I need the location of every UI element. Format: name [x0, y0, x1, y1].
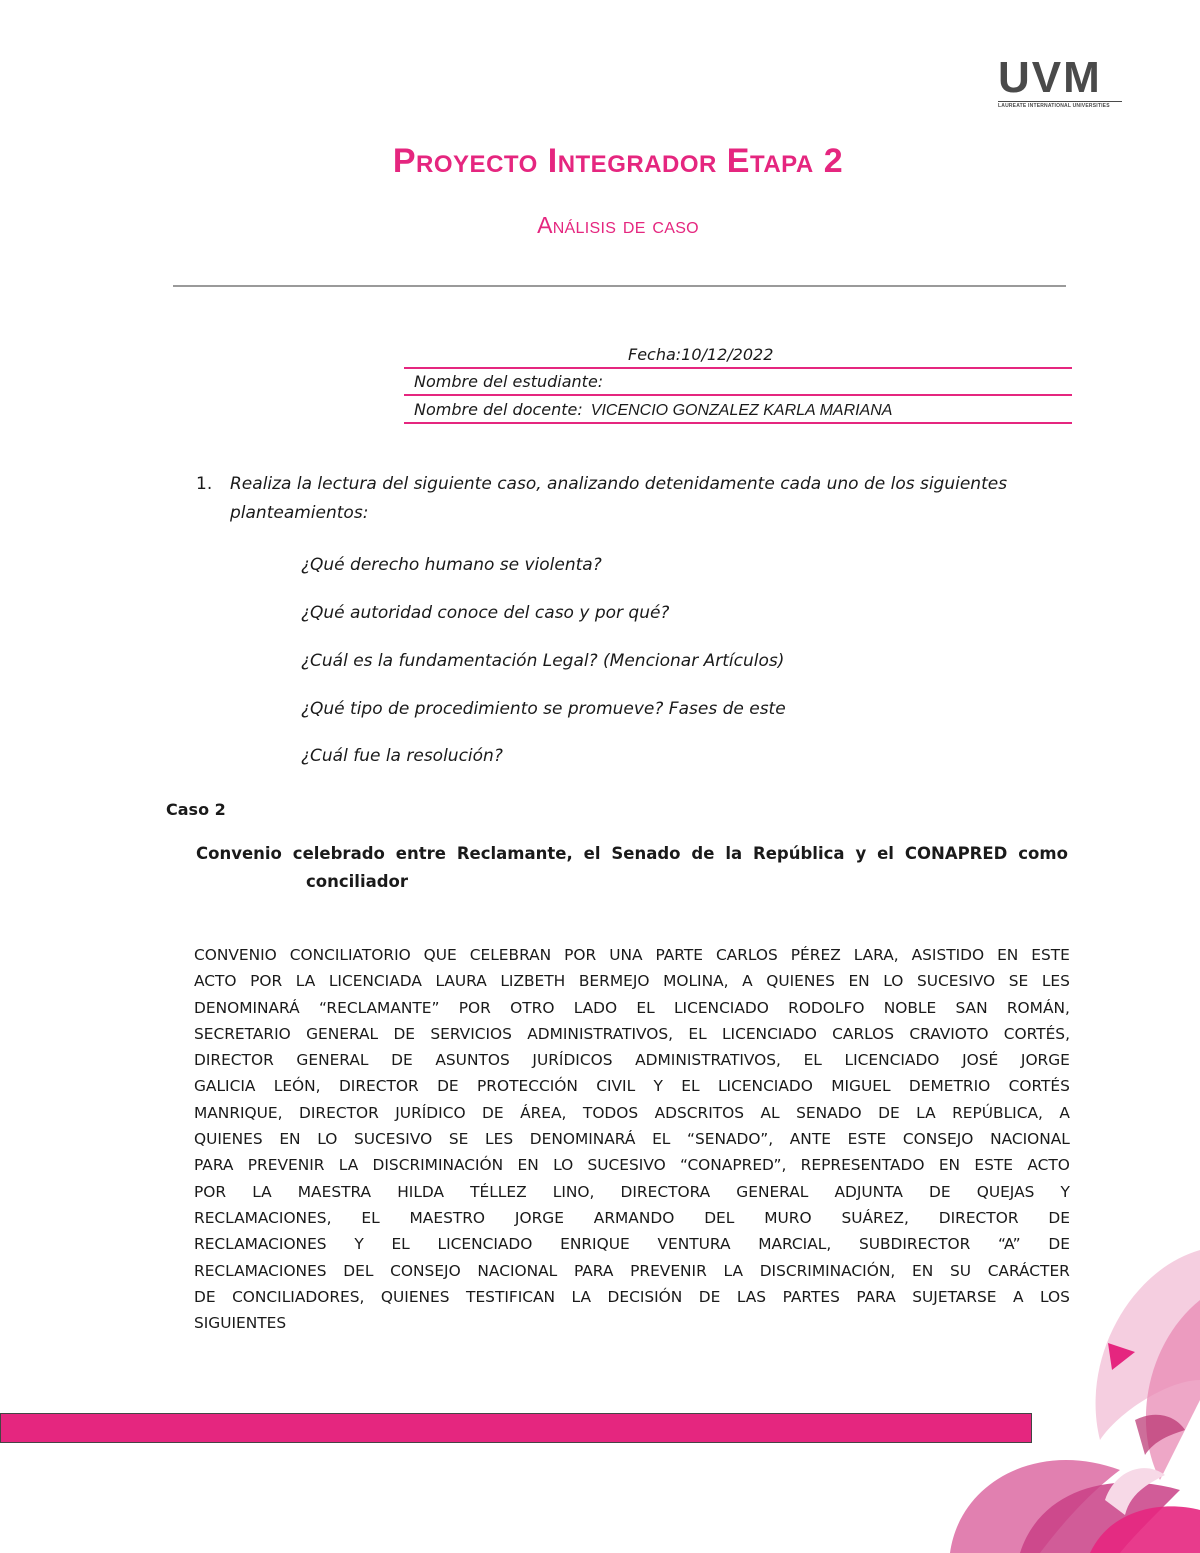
- convenio-word: EL: [391, 1235, 410, 1254]
- convenio-line: [194, 1100, 1070, 1126]
- convenio-word: PÉREZ: [790, 946, 841, 964]
- convenio-word: EL: [681, 1077, 700, 1096]
- heading-word: celebrado: [292, 844, 385, 863]
- convenio-word: QUE: [423, 946, 457, 964]
- convenio-word: EN: [517, 1156, 539, 1175]
- heading-word: de: [691, 844, 715, 863]
- convenio-word: ASISTIDO: [911, 946, 985, 964]
- fecha-text: Fecha:10/12/2022: [628, 345, 774, 364]
- convenio-word: ROMÁN,: [1006, 998, 1070, 1017]
- convenio-word: TÉLLEZ: [470, 1182, 527, 1201]
- convenio-word: MIGUEL: [831, 1077, 891, 1096]
- instruction-item: [196, 470, 1056, 528]
- convenio-word: CONSEJO: [902, 1130, 974, 1149]
- convenio-word: SIGUIENTES: [194, 1314, 287, 1333]
- convenio-word: ARMANDO: [593, 1208, 675, 1227]
- convenio-word: CONCILIADORES,: [232, 1287, 365, 1306]
- convenio-word: RECLAMACIONES: [194, 1235, 327, 1254]
- heading-word: República: [753, 844, 845, 863]
- docente-value: VICENCIO GONZALEZ KARLA MARIANA: [590, 402, 893, 419]
- convenio-word: ESTE: [1031, 946, 1070, 964]
- convenio-word: LA: [916, 1103, 936, 1122]
- convenio-word: CONVENIO: [194, 946, 277, 964]
- convenio-word: SE: [1008, 972, 1029, 991]
- docente-field: [404, 398, 1072, 424]
- page-title: Proyecto Integrador Etapa 2: [392, 142, 844, 180]
- footer-bar: [0, 1413, 1032, 1443]
- convenio-word: GALICIA: [194, 1077, 256, 1096]
- convenio-word: LARA,: [853, 946, 899, 964]
- convenio-word: RECLAMACIONES,: [194, 1208, 332, 1227]
- convenio-word: CONCILIATORIO: [289, 946, 411, 964]
- convenio-word: LO: [553, 1156, 574, 1175]
- convenio-word: DENOMINARÁ: [194, 998, 300, 1017]
- estudiante-label: Nombre del estudiante:: [414, 372, 604, 391]
- convenio-word: “CONAPRED”,: [680, 1156, 787, 1175]
- convenio-word: DE: [482, 1103, 504, 1122]
- question-1: ¿Qué derecho humano se violenta?: [301, 555, 602, 575]
- convenio-word: LICENCIADO: [437, 1235, 533, 1254]
- convenio-word: LA: [338, 1156, 359, 1175]
- convenio-word: DENOMINARÁ: [529, 1130, 636, 1149]
- convenio-word: ÁREA,: [520, 1103, 567, 1122]
- convenio-word: “SENADO”,: [687, 1130, 774, 1149]
- convenio-word: LA: [295, 972, 316, 991]
- convenio-word: SUÁREZ,: [841, 1208, 909, 1227]
- convenio-word: LICENCIADO: [717, 1077, 813, 1096]
- convenio-word: MAESTRA: [297, 1182, 372, 1201]
- convenio-word: DISCRIMINACIÓN: [372, 1156, 504, 1175]
- convenio-word: ENRIQUE: [560, 1235, 630, 1254]
- convenio-word: “A”: [998, 1235, 1021, 1254]
- docente-label: Nombre del docente:: [414, 400, 583, 419]
- heading-word: entre: [395, 844, 446, 863]
- convenio-word: ANTE: [789, 1130, 831, 1149]
- convenio-word: CORTÉS: [1008, 1077, 1070, 1096]
- convenio-word: DE: [1048, 1208, 1070, 1227]
- convenio-word: DE: [391, 1051, 413, 1070]
- convenio-word: PARA: [573, 1261, 614, 1280]
- convenio-word: TODOS: [582, 1103, 639, 1122]
- heading-word: Reclamante,: [456, 844, 573, 863]
- convenio-word: LO: [317, 1130, 338, 1149]
- convenio-word: EL: [652, 1130, 671, 1149]
- convenio-word: SUCESIVO: [587, 1156, 666, 1175]
- convenio-word: REPRESENTADO: [800, 1156, 925, 1175]
- question-3: ¿Cuál es la fundamentación Legal? (Mencionar Artículos): [301, 651, 785, 671]
- convenio-word: EN: [938, 1156, 961, 1175]
- convenio-word: LICENCIADO: [673, 998, 769, 1017]
- convenio-word: CARLOS: [832, 1024, 895, 1043]
- convenio-word: EN: [911, 1261, 934, 1280]
- convenio-word: DE: [929, 1182, 951, 1201]
- convenio-word: LIZBETH: [500, 972, 566, 991]
- convenio-word: SUJETARSE: [912, 1287, 997, 1306]
- caso-label: Caso 2: [166, 800, 226, 819]
- convenio-word: SAN: [955, 998, 988, 1017]
- convenio-word: CELEBRAN: [469, 946, 552, 964]
- convenio-word: NOBLE: [883, 998, 937, 1017]
- convenio-line: [194, 1126, 1070, 1152]
- convenio-word: ACTO: [194, 972, 237, 991]
- convenio-word: DE: [393, 1024, 416, 1043]
- convenio-word: QUIENES: [194, 1130, 263, 1149]
- convenio-word: QUIENES: [766, 972, 835, 991]
- caso-heading-line2: conciliador: [306, 872, 409, 891]
- convenio-word: DE: [698, 1287, 721, 1306]
- convenio-word: JORGE: [1020, 1051, 1070, 1070]
- convenio-word: POR: [250, 972, 283, 991]
- logo-tagline: LAUREATE INTERNATIONAL UNIVERSITIES: [998, 101, 1122, 109]
- logo-wordmark: UVM: [998, 53, 1102, 102]
- convenio-line: [194, 1152, 1070, 1178]
- convenio-word: ADMINISTRATIVOS,: [527, 1024, 674, 1043]
- convenio-word: A: [742, 972, 753, 991]
- convenio-word: Y: [1060, 1182, 1070, 1201]
- heading-word: el: [877, 844, 894, 863]
- convenio-word: SE: [448, 1130, 469, 1149]
- convenio-word: DEL: [704, 1208, 735, 1227]
- question-4: ¿Qué tipo de procedimiento se promueve? Fases de este: [301, 699, 786, 719]
- convenio-word: MARCIAL,: [758, 1235, 832, 1254]
- convenio-word: LO: [883, 972, 904, 991]
- heading-word: como: [1018, 844, 1068, 863]
- convenio-word: EN: [279, 1130, 301, 1149]
- convenio-word: ASUNTOS: [435, 1051, 510, 1070]
- convenio-word: CARÁCTER: [987, 1261, 1070, 1280]
- convenio-word: A: [1012, 1287, 1024, 1306]
- instruction-text: Realiza la lectura del siguiente caso, analizando detenidamente cada uno de los siguientes planteamientos:: [230, 474, 1008, 523]
- convenio-word: DECISIÓN: [607, 1287, 683, 1306]
- convenio-word: ADMINISTRATIVOS,: [635, 1051, 781, 1070]
- convenio-word: DIRECTOR: [938, 1208, 1019, 1227]
- convenio-word: DIRECTOR: [338, 1077, 419, 1096]
- caso-heading: [196, 840, 1068, 896]
- convenio-word: ADSCRITOS: [654, 1103, 745, 1122]
- convenio-word: GENERAL: [296, 1051, 369, 1070]
- convenio-word: ESTE: [974, 1156, 1013, 1175]
- convenio-word: LINO,: [552, 1182, 595, 1201]
- convenio-word: PARTE: [655, 946, 703, 964]
- convenio-word: HILDA: [397, 1182, 444, 1201]
- convenio-word: POR: [458, 998, 491, 1017]
- heading-word: el: [583, 844, 601, 863]
- convenio-word: CRAVIOTO: [909, 1024, 989, 1043]
- convenio-word: DIRECTOR: [299, 1103, 379, 1122]
- fecha-field: [404, 343, 1072, 369]
- convenio-word: DEL: [343, 1261, 374, 1280]
- convenio-word: ESTE: [847, 1130, 887, 1149]
- convenio-word: LICENCIADO: [844, 1051, 940, 1070]
- convenio-word: EN: [848, 972, 870, 991]
- convenio-word: EL: [688, 1024, 707, 1043]
- convenio-word: MAESTRO: [409, 1208, 486, 1227]
- convenio-word: EL: [636, 998, 655, 1017]
- page-subtitle: Análisis de caso: [537, 212, 699, 238]
- convenio-word: SUCESIVO: [354, 1130, 433, 1149]
- convenio-word: LADO: [573, 998, 618, 1017]
- convenio-word: LES: [485, 1130, 514, 1149]
- convenio-word: MURO: [764, 1208, 812, 1227]
- convenio-word: RODOLFO: [788, 998, 865, 1017]
- decorative-flower-graphic: [930, 1240, 1200, 1553]
- convenio-word: SERVICIOS: [430, 1024, 512, 1043]
- convenio-word: CONSEJO: [390, 1261, 461, 1280]
- convenio-word: QUEJAS: [976, 1182, 1035, 1201]
- convenio-word: “RECLAMANTE”: [318, 998, 440, 1017]
- instruction-number: 1.: [196, 474, 213, 494]
- convenio-word: LOS: [1040, 1287, 1070, 1306]
- convenio-word: DEMETRIO: [908, 1077, 991, 1096]
- convenio-word: LAURA: [435, 972, 487, 991]
- convenio-word: LAS: [736, 1287, 767, 1306]
- convenio-word: MANRIQUE,: [194, 1103, 283, 1122]
- convenio-word: GENERAL: [306, 1024, 379, 1043]
- convenio-word: PREVENIR: [247, 1156, 325, 1175]
- convenio-word: OTRO: [510, 998, 555, 1017]
- convenio-line: [194, 1021, 1070, 1047]
- convenio-word: Y: [354, 1235, 364, 1254]
- convenio-word: CORTÉS,: [1003, 1024, 1070, 1043]
- convenio-word: ADJUNTA: [834, 1182, 903, 1201]
- convenio-word: QUIENES: [380, 1287, 450, 1306]
- convenio-line: [194, 995, 1070, 1021]
- convenio-line: [194, 1179, 1070, 1205]
- convenio-word: BERMEJO: [578, 972, 650, 991]
- convenio-line: [194, 942, 1070, 968]
- convenio-line: [194, 1047, 1070, 1073]
- convenio-word: MOLINA,: [663, 972, 729, 991]
- convenio-word: GENERAL: [736, 1182, 809, 1201]
- convenio-word: PARA: [856, 1287, 896, 1306]
- convenio-word: UNA: [609, 946, 643, 964]
- convenio-word: DE: [1048, 1235, 1070, 1254]
- convenio-word: VENTURA: [657, 1235, 731, 1254]
- convenio-word: EN: [997, 946, 1019, 964]
- convenio-word: A: [1059, 1103, 1070, 1122]
- heading-word: CONAPRED: [904, 844, 1008, 863]
- uvm-logo: [998, 53, 1122, 109]
- convenio-word: SU: [949, 1261, 971, 1280]
- convenio-word: DE: [878, 1103, 900, 1122]
- convenio-word: RECLAMACIONES: [194, 1261, 327, 1280]
- convenio-word: LA: [723, 1261, 743, 1280]
- convenio-word: NACIONAL: [477, 1261, 558, 1280]
- convenio-word: DE: [437, 1077, 459, 1096]
- convenio-line: [194, 968, 1070, 994]
- estudiante-field: [404, 370, 1072, 396]
- convenio-word: EL: [361, 1208, 380, 1227]
- convenio-word: LEÓN,: [273, 1077, 321, 1096]
- convenio-word: JORGE: [514, 1208, 564, 1227]
- heading-word: y: [855, 844, 867, 863]
- convenio-word: REPÚBLICA,: [952, 1103, 1043, 1122]
- convenio-word: JOSÉ: [962, 1051, 999, 1070]
- question-5: ¿Cuál fue la resolución?: [301, 746, 503, 766]
- convenio-word: AL: [760, 1103, 780, 1122]
- convenio-word: PROTECCIÓN: [477, 1077, 578, 1096]
- convenio-word: Y: [653, 1077, 663, 1096]
- convenio-word: DE: [194, 1287, 216, 1306]
- convenio-word: CIVIL: [596, 1077, 636, 1096]
- convenio-word: SECRETARIO: [194, 1024, 291, 1043]
- convenio-word: CARLOS: [715, 946, 778, 964]
- convenio-word: DISCRIMINACIÓN,: [759, 1261, 896, 1280]
- heading-word: Senado: [611, 844, 681, 863]
- convenio-word: DIRECTORA: [620, 1182, 711, 1201]
- convenio-word: PARA: [194, 1156, 234, 1175]
- convenio-word: SENADO: [796, 1103, 862, 1122]
- convenio-word: EL: [803, 1051, 822, 1070]
- caso-heading-line1: [196, 840, 1068, 868]
- convenio-line: [194, 1205, 1070, 1231]
- convenio-word: JURÍDICO: [395, 1103, 466, 1122]
- heading-word: Convenio: [196, 844, 282, 863]
- heading-word: la: [725, 844, 743, 863]
- convenio-word: SUBDIRECTOR: [858, 1235, 971, 1254]
- convenio-word: LICENCIADA: [328, 972, 422, 991]
- convenio-word: ACTO: [1027, 1156, 1070, 1175]
- convenio-word: POR: [564, 946, 597, 964]
- convenio-word: LA: [252, 1182, 272, 1201]
- convenio-word: DIRECTOR: [194, 1051, 274, 1070]
- convenio-word: SUCESIVO: [916, 972, 996, 991]
- convenio-word: PREVENIR: [630, 1261, 707, 1280]
- convenio-word: LA: [571, 1287, 592, 1306]
- header-divider: [173, 285, 1066, 287]
- question-2: ¿Qué autoridad conoce del caso y por qué?: [301, 603, 670, 623]
- convenio-word: LES: [1041, 972, 1070, 991]
- convenio-word: NACIONAL: [990, 1130, 1070, 1149]
- convenio-word: POR: [194, 1182, 227, 1201]
- convenio-word: LICENCIADO: [721, 1024, 817, 1043]
- convenio-word: PARTES: [782, 1287, 840, 1306]
- convenio-line: [194, 1073, 1070, 1099]
- convenio-word: TESTIFICAN: [466, 1287, 556, 1306]
- convenio-word: JURÍDICOS: [532, 1051, 613, 1070]
